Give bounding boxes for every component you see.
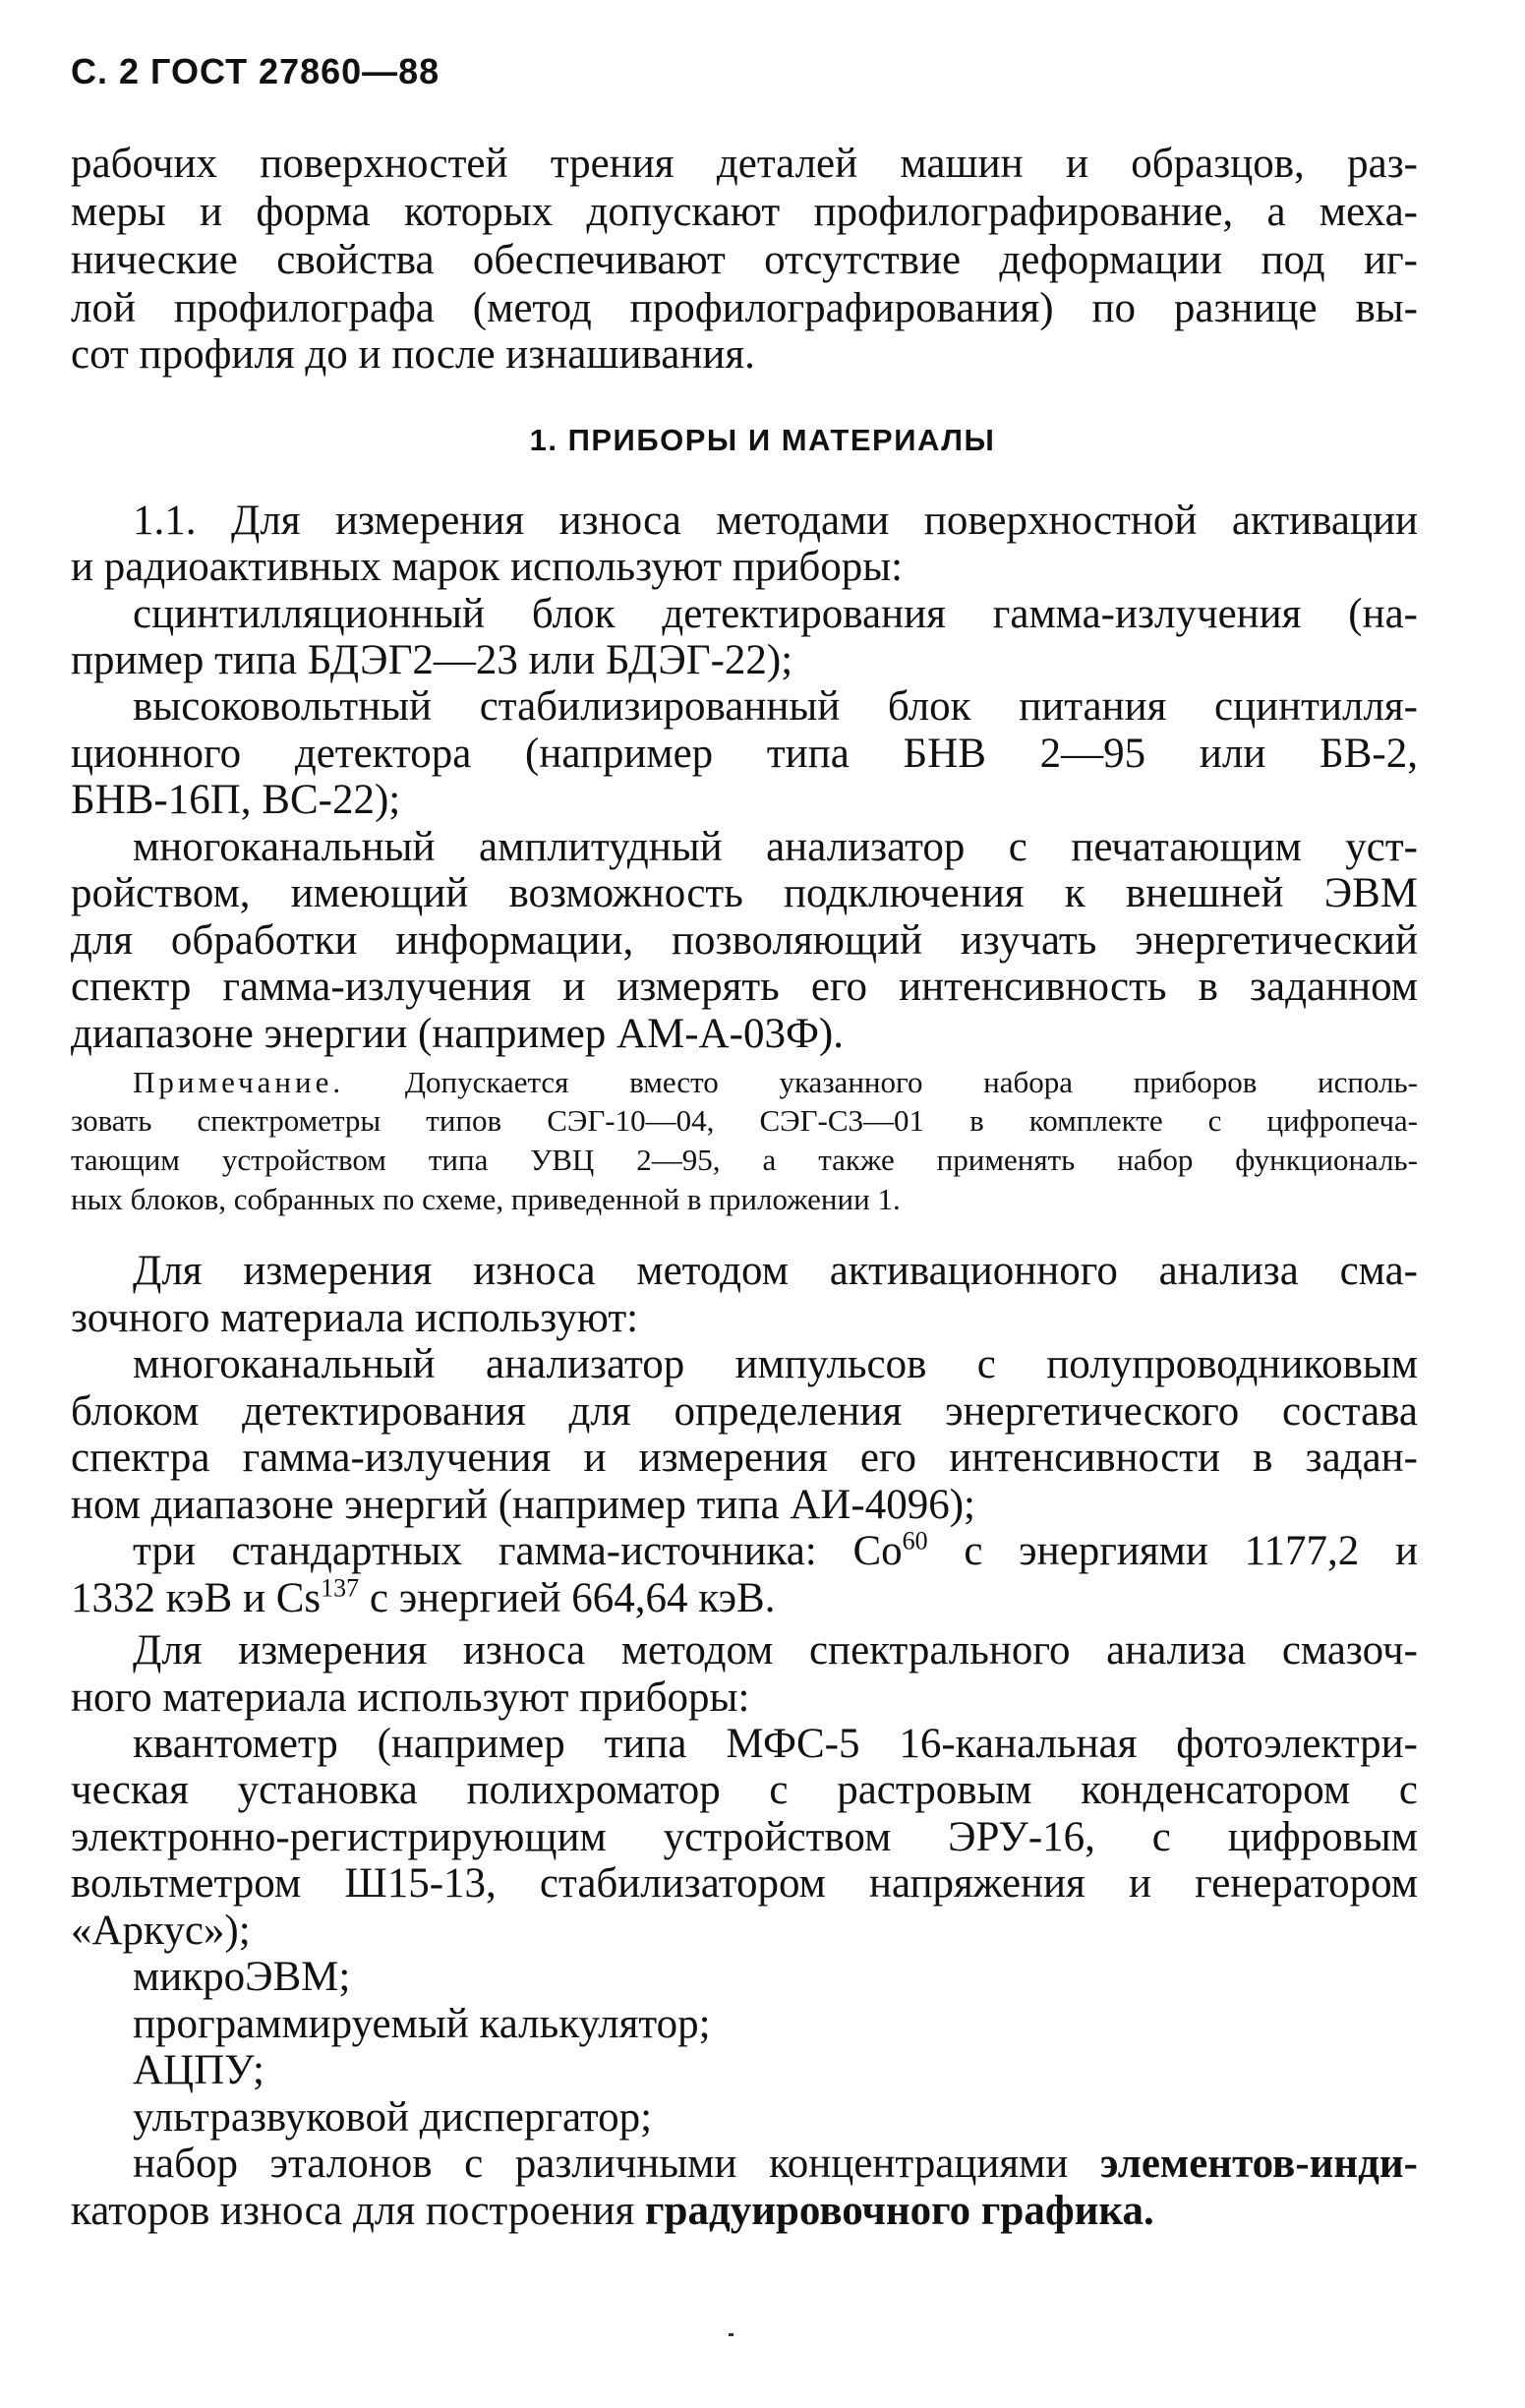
text-line: спектра гамма-излучения и измерения его интенсивности в задан- bbox=[71, 1436, 1418, 1481]
text-line: нические свойства обеспечивают отсутствие деформации под иг- bbox=[71, 238, 1418, 283]
note-label: Примечание. bbox=[133, 1066, 345, 1099]
note-text: Допускается вместо указанного набора приборов исполь- bbox=[404, 1066, 1418, 1099]
text-line: ного материала используют приборы: bbox=[71, 1675, 750, 1721]
text-line: 1.1. Для измерения износа методами поверхностной активации bbox=[133, 499, 1418, 544]
page-header: С. 2 ГОСТ 27860—88 bbox=[71, 51, 440, 91]
text-line: ционного детектора (например типа БНВ 2—95 или БВ-2, bbox=[71, 732, 1418, 777]
text-line: ном диапазоне энергий (например типа АИ-4096); bbox=[71, 1483, 975, 1528]
text-span: три стандартных гамма-источника: Co bbox=[133, 1529, 903, 1574]
superscript: 137 bbox=[321, 1576, 360, 1603]
text-line: Для измерения износа методом активационного анализа сма- bbox=[133, 1249, 1418, 1294]
text-line: «Аркус»); bbox=[71, 1909, 251, 1954]
note-line: зовать спектрометры типов СЭГ-10—04, СЭГ-С3—01 в комплекте с цифропеча- bbox=[71, 1104, 1418, 1138]
text-line-sources bbox=[71, 1576, 1418, 1621]
text-line: диапазоне энергии (например АМ-А-03Ф). bbox=[71, 1012, 844, 1057]
text-line: спектр гамма-излучения и измерять его интенсивность в заданном bbox=[71, 965, 1418, 1010]
text-line: программируемый калькулятор; bbox=[133, 2002, 711, 2047]
text-line: рабочих поверхностей трения деталей машин и образцов, раз- bbox=[71, 142, 1418, 187]
text-line-mixed bbox=[133, 2142, 1418, 2187]
text-line: Для измерения износа методом спектрального анализа смазоч- bbox=[133, 1628, 1418, 1674]
text-line: БНВ-16П, ВС-22); bbox=[71, 778, 401, 823]
text-span: с энергиями 1177,2 и bbox=[927, 1529, 1418, 1574]
text-line: микроЭВМ; bbox=[133, 1955, 351, 2000]
note-line: ных блоков, собранных по схеме, приведенной в приложении 1. bbox=[71, 1183, 901, 1216]
text-span: 1332 кэВ и Cs bbox=[71, 1576, 322, 1621]
text-line: сот профиля до и после изнашивания. bbox=[71, 332, 755, 378]
text-line: ройством, имеющий возможность подключения к внешней ЭВМ bbox=[71, 871, 1418, 916]
text-line: ультразвуковой диспергатор; bbox=[133, 2095, 653, 2141]
page-mark bbox=[729, 2333, 733, 2336]
bold-text-span: градуировочного графика. bbox=[645, 2189, 1154, 2234]
text-line: АЦПУ; bbox=[133, 2048, 264, 2093]
text-span: с энергией 664,64 кэВ. bbox=[359, 1576, 776, 1621]
note-line: тающим устройством типа УВЦ 2—95, а также применять набор функциональ- bbox=[71, 1144, 1418, 1177]
text-line: лой профилографа (метод профилографирования) по разнице вы- bbox=[71, 286, 1418, 331]
bold-text-span: элементов-инди- bbox=[1099, 2142, 1418, 2187]
text-line: для обработки информации, позволяющий изучать энергетический bbox=[71, 918, 1418, 964]
text-line: зочного материала используют: bbox=[71, 1296, 639, 1341]
superscript: 60 bbox=[902, 1529, 928, 1556]
text-line: сцинтилляционный блок детектирования гамма-излучения (на- bbox=[133, 592, 1418, 637]
text-span: каторов износа для построения bbox=[71, 2189, 646, 2234]
text-line: ческая установка полихроматор с растровым конденсатором с bbox=[71, 1768, 1418, 1813]
section-title: 1. ПРИБОРЫ И МАТЕРИАЛЫ bbox=[529, 423, 996, 457]
text-line: многоканальный анализатор импульсов с полупроводниковым bbox=[133, 1342, 1418, 1387]
text-line-sources bbox=[133, 1529, 1418, 1574]
text-line: меры и форма которых допускают профилографирование, а меха- bbox=[71, 190, 1418, 235]
text-line: квантометр (например типа МФС-5 16-канальная фотоэлектри- bbox=[133, 1722, 1418, 1767]
text-line: высоковольтный стабилизированный блок питания сцинтилля- bbox=[133, 684, 1418, 730]
text-line: вольтметром Ш15-13, стабилизатором напряжения и генератором bbox=[71, 1861, 1418, 1907]
text-line: пример типа БДЭГ2—23 или БДЭГ-22); bbox=[71, 638, 793, 683]
text-line: электронно-регистрирующим устройством ЭРУ-16, с цифровым bbox=[71, 1815, 1418, 1860]
text-line: блоком детектирования для определения энергетического состава bbox=[71, 1389, 1418, 1435]
text-line-mixed bbox=[71, 2189, 1418, 2234]
text-line: и радиоактивных марок используют приборы: bbox=[71, 545, 904, 590]
text-line: многоканальный амплитудный анализатор с печатающим уст- bbox=[133, 825, 1418, 870]
note-first-line bbox=[133, 1066, 1418, 1099]
text-span: набор эталонов с различными концентрациями bbox=[133, 2142, 1100, 2187]
